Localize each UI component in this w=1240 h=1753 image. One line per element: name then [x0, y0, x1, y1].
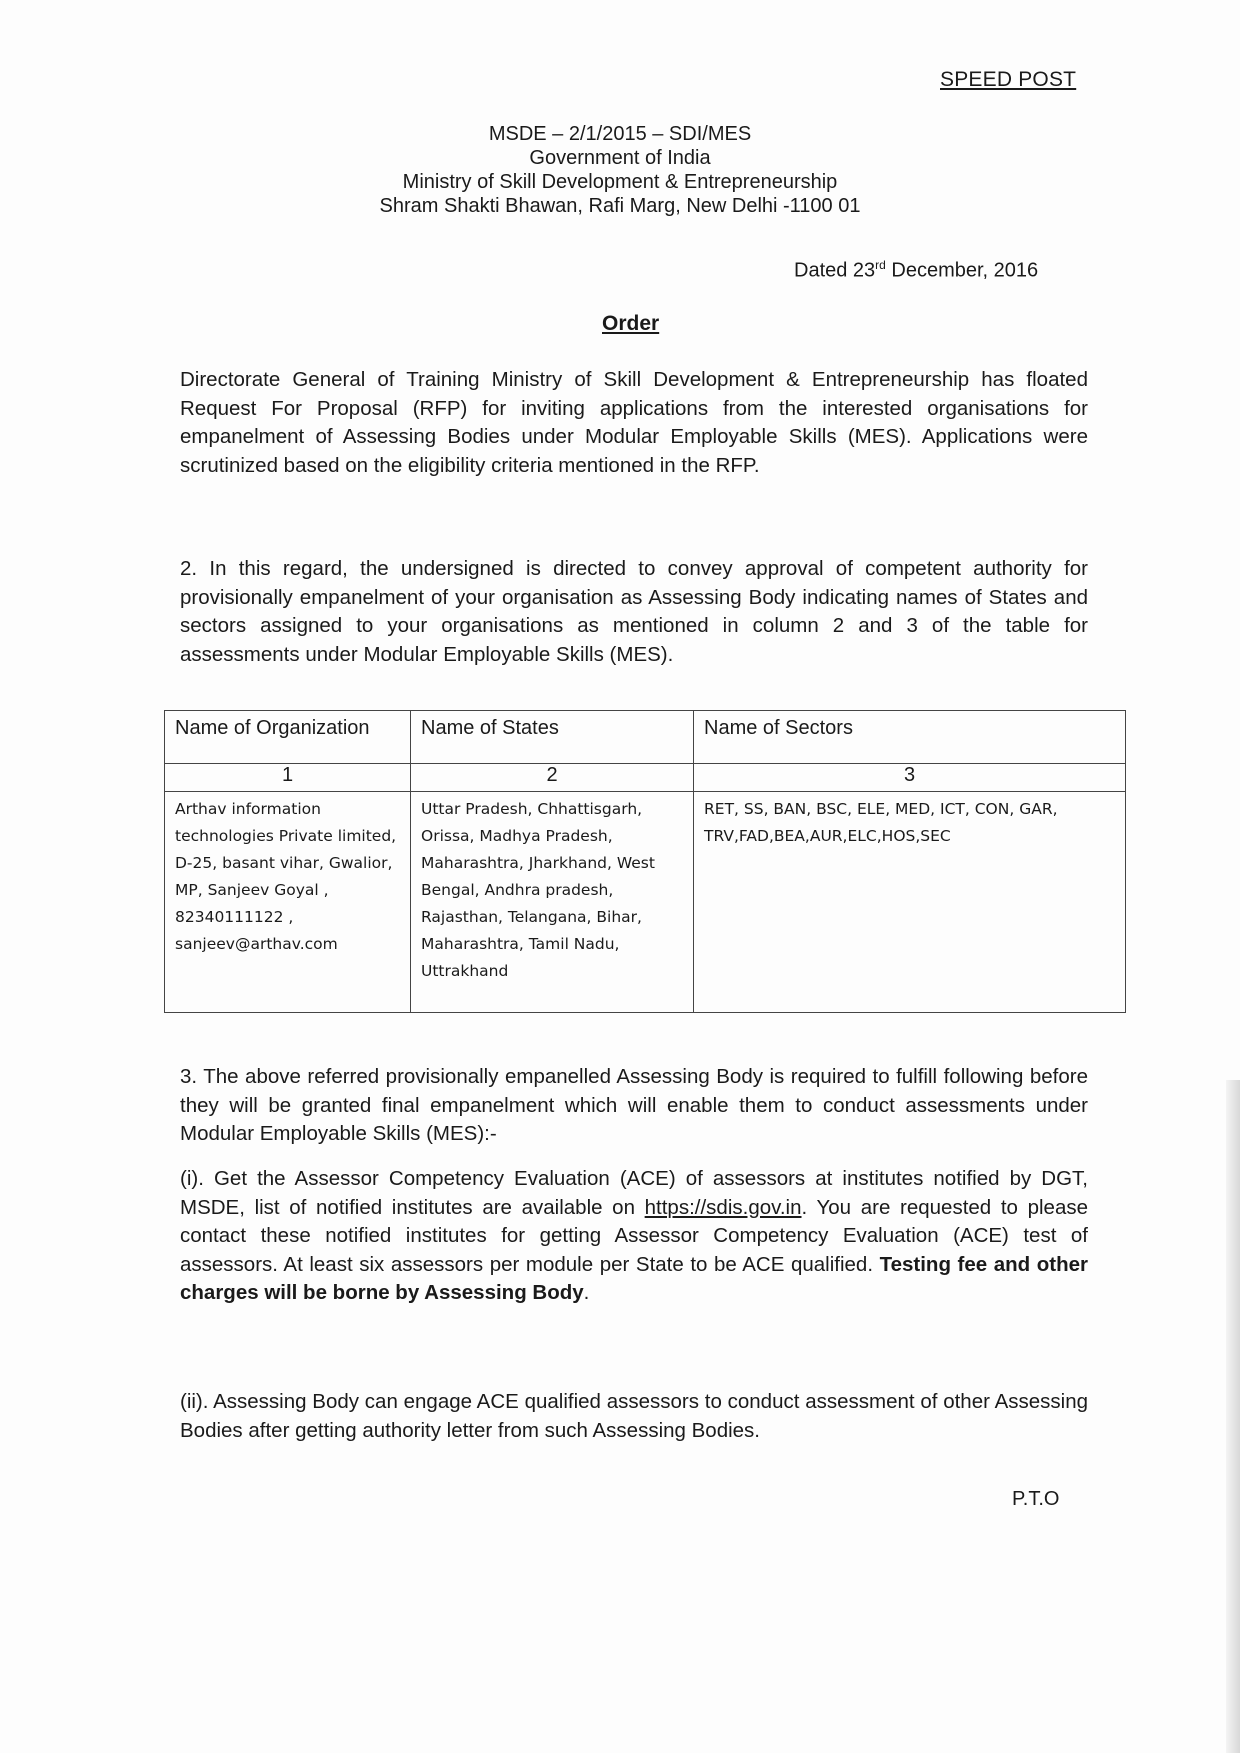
- sdis-link[interactable]: https://sdis.gov.in: [644, 1195, 802, 1219]
- header-states: Name of States: [411, 711, 694, 764]
- order-title: Order: [602, 312, 660, 335]
- pto-label: P.T.O: [1012, 1488, 1060, 1510]
- empanelment-table: [164, 710, 1126, 1013]
- date-line: [794, 258, 1038, 283]
- date-ordinal: rd: [875, 258, 886, 272]
- table-row: [165, 792, 1126, 1013]
- item-i-text-cont: . You are requested to please contact these notified institutes for getting Assessor Competency Evaluation (ACE) test of assessors. At least six assessors per module per State to be ACE qualified.: [180, 1195, 1088, 1276]
- table-header-row: [165, 711, 1126, 764]
- item-i-text: (i). Get the Assessor Competency Evaluation (ACE) of assessors at institutes notified by DGT, MSDE, list of notified institutes are available on: [180, 1167, 1088, 1219]
- paragraph-3: 3. The above referred provisionally empanelled Assessing Body is required to fulfill following before they will be granted final empanelment which will enable them to conduct assessments under Modular Employable Skills (MES):-: [180, 1065, 1088, 1145]
- scan-edge-shadow: [1226, 1080, 1240, 1753]
- speed-post-label: SPEED POST: [940, 68, 1077, 91]
- header-sectors: Name of Sectors: [694, 711, 1126, 764]
- header-organization: Name of Organization: [165, 711, 411, 764]
- column-number-row: [165, 764, 1126, 792]
- address-line: Shram Shakti Bhawan, Rafi Marg, New Delhi -1100 01: [379, 195, 861, 217]
- file-reference: MSDE – 2/1/2015 – SDI/MES: [488, 123, 752, 145]
- item-i-end: .: [583, 1281, 590, 1304]
- organization-cell: Arthav information technologies Private limited, D-25, basant vihar, Gwalior, MP, Sanjeev Goyal , 82340111122 , sanjeev@arthav.com: [165, 792, 411, 1013]
- sectors-cell: RET, SS, BAN, BSC, ELE, MED, ICT, CON, GAR, TRV,FAD,BEA,AUR,ELC,HOS,SEC: [694, 792, 1126, 1013]
- government-line: Government of India: [529, 147, 711, 169]
- column-number-1: 1: [165, 764, 411, 792]
- column-number-3: 3: [694, 764, 1126, 792]
- paragraph-2: 2. In this regard, the undersigned is directed to convey approval of competent authority for provisionally empanelment of your organisation as Assessing Body indicating names of States and sectors assigned to your organisations as mentioned in column 2 and 3 of the table for assessments under Modular Employable Skills (MES).: [180, 557, 1088, 666]
- column-number-2: 2: [411, 764, 694, 792]
- paragraph-1: Directorate General of Training Ministry of Skill Development & Entrepreneurship has floated Request For Proposal (RFP) for inviting applications from the interested organisations for empanelment of Assessing Bodies under Modular Employable Skills (MES). Applications were scrutinized based on the eligibility criteria mentioned in the RFP.: [180, 368, 1088, 477]
- paragraph-item-ii: (ii). Assessing Body can engage ACE qualified assessors to conduct assessment of other Assessing Bodies after getting authority letter from such Assessing Bodies.: [180, 1390, 1088, 1442]
- ministry-line: Ministry of Skill Development & Entrepreneurship: [402, 171, 838, 193]
- states-cell: Uttar Pradesh, Chhattisgarh, Orissa, Madhya Pradesh, Maharashtra, Jharkhand, West Bengal, Andhra pradesh, Rajasthan, Telangana, Bihar, Maharashtra, Tamil Nadu, Uttrakhand: [411, 792, 694, 1013]
- item-i-bold-note: Testing fee and other charges will be borne by Assessing Body: [180, 1252, 1088, 1304]
- date-suffix: December, 2016: [885, 259, 1039, 282]
- paragraph-item-i: [180, 1165, 1088, 1308]
- date-prefix: Dated 23: [794, 259, 876, 282]
- letterhead: [340, 122, 900, 218]
